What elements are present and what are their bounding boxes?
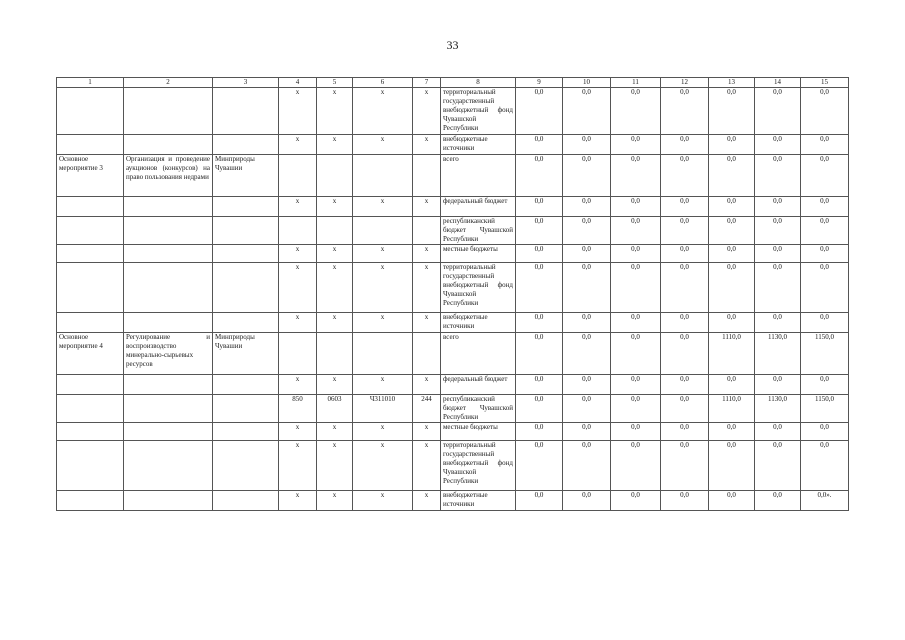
year-cell: 1150,0: [801, 395, 849, 423]
year-cell: 0,0: [611, 395, 661, 423]
csr-cell: Ч311010: [353, 395, 413, 423]
year-cell: 0,0: [516, 245, 563, 263]
year-cell: 0,0: [563, 333, 611, 375]
vr-cell: х: [413, 491, 441, 511]
year-cell: 0,0: [563, 155, 611, 197]
year-cell: 0,0: [755, 441, 801, 491]
year-cell: 0,0: [661, 245, 709, 263]
year-cell: 0,0: [755, 155, 801, 197]
year-cell: 0,0: [563, 197, 611, 217]
year-cell: 1110,0: [709, 333, 755, 375]
csr-cell: х: [353, 88, 413, 135]
vr-cell: [413, 333, 441, 375]
year-cell: 0,0: [611, 88, 661, 135]
csr-cell: х: [353, 441, 413, 491]
vr-cell: х: [413, 313, 441, 333]
year-cell: 0,0: [661, 155, 709, 197]
rz-pr-cell: х: [317, 491, 353, 511]
rz-pr-cell: х: [317, 263, 353, 313]
table-row: [57, 313, 849, 333]
vr-cell: [413, 217, 441, 245]
name-cell: Регулирование и воспроизводство минерально-сырьевых ресурсов: [124, 333, 213, 375]
funding-source-cell: республиканский бюджет Чувашской Республики: [441, 217, 516, 245]
executor-cell: [213, 395, 279, 423]
grbs-cell: х: [279, 423, 317, 441]
executor-cell: [213, 217, 279, 245]
rz-pr-cell: х: [317, 375, 353, 395]
year-cell: 0,0: [516, 197, 563, 217]
vr-cell: х: [413, 375, 441, 395]
header-cell: 6: [353, 78, 413, 88]
name-cell: [124, 491, 213, 511]
vr-cell: х: [413, 197, 441, 217]
rz-pr-cell: х: [317, 313, 353, 333]
program-cell: [57, 135, 124, 155]
rz-pr-cell: х: [317, 135, 353, 155]
year-cell: 0,0: [661, 423, 709, 441]
year-cell: 0,0: [563, 423, 611, 441]
grbs-cell: х: [279, 245, 317, 263]
header-cell: 8: [441, 78, 516, 88]
name-cell: [124, 135, 213, 155]
year-cell: 0,0: [661, 197, 709, 217]
executor-cell: [213, 263, 279, 313]
program-cell: [57, 423, 124, 441]
year-cell: 0,0: [611, 491, 661, 511]
year-cell: 0,0: [563, 135, 611, 155]
year-cell: 0,0: [611, 333, 661, 375]
header-cell: 7: [413, 78, 441, 88]
grbs-cell: х: [279, 491, 317, 511]
year-cell: 0,0: [661, 217, 709, 245]
name-cell: [124, 263, 213, 313]
program-cell: Основное мероприятие 4: [57, 333, 124, 375]
executor-cell: [213, 88, 279, 135]
csr-cell: [353, 155, 413, 197]
year-cell: 0,0: [709, 88, 755, 135]
grbs-cell: 850: [279, 395, 317, 423]
year-cell: 0,0: [709, 423, 755, 441]
year-cell: 1130,0: [755, 395, 801, 423]
header-cell: 9: [516, 78, 563, 88]
name-cell: [124, 217, 213, 245]
csr-cell: х: [353, 245, 413, 263]
table-row: [57, 197, 849, 217]
table-row: [57, 88, 849, 135]
year-cell: 0,0: [755, 217, 801, 245]
header-cell: 2: [124, 78, 213, 88]
year-cell: 0,0: [611, 245, 661, 263]
funding-source-cell: республиканский бюджет Чувашской Республики: [441, 395, 516, 423]
grbs-cell: х: [279, 441, 317, 491]
csr-cell: х: [353, 423, 413, 441]
year-cell: 0,0: [611, 197, 661, 217]
header-cell: 11: [611, 78, 661, 88]
year-cell: 0,0: [661, 313, 709, 333]
program-cell: [57, 217, 124, 245]
budget-table: [56, 77, 849, 511]
year-cell: 0,0: [516, 217, 563, 245]
table-row: [57, 263, 849, 313]
year-cell: 0,0: [801, 423, 849, 441]
year-cell: 0,0: [755, 245, 801, 263]
header-cell: 12: [661, 78, 709, 88]
funding-source-cell: территориальный государственный внебюджетный фонд Чувашской Республики: [441, 441, 516, 491]
header-cell: 1: [57, 78, 124, 88]
header-cell: 15: [801, 78, 849, 88]
year-cell: 0,0: [516, 313, 563, 333]
year-cell: 0,0: [661, 441, 709, 491]
header-cell: 14: [755, 78, 801, 88]
year-cell: 0,0: [516, 333, 563, 375]
program-cell: [57, 441, 124, 491]
name-cell: [124, 441, 213, 491]
grbs-cell: х: [279, 313, 317, 333]
year-cell: 0,0: [755, 423, 801, 441]
executor-cell: [213, 375, 279, 395]
executor-cell: [213, 491, 279, 511]
year-cell: 0,0: [755, 135, 801, 155]
table-row: [57, 217, 849, 245]
grbs-cell: [279, 217, 317, 245]
year-cell: 1150,0: [801, 333, 849, 375]
header-cell: 13: [709, 78, 755, 88]
executor-cell: Минприроды Чувашии: [213, 333, 279, 375]
executor-cell: [213, 313, 279, 333]
year-cell: 0,0: [661, 491, 709, 511]
year-cell: 0,0: [801, 88, 849, 135]
year-cell: 0,0: [611, 135, 661, 155]
year-cell: 1130,0: [755, 333, 801, 375]
executor-cell: [213, 245, 279, 263]
rz-pr-cell: х: [317, 423, 353, 441]
year-cell: 0,0: [516, 375, 563, 395]
year-cell: 0,0: [661, 333, 709, 375]
year-cell: 0,0: [611, 423, 661, 441]
csr-cell: [353, 333, 413, 375]
program-cell: [57, 395, 124, 423]
program-cell: [57, 197, 124, 217]
year-cell: 0,0: [709, 245, 755, 263]
year-cell: 0,0: [755, 313, 801, 333]
rz-pr-cell: [317, 217, 353, 245]
funding-source-cell: территориальный государственный внебюджетный фонд Чувашской Республики: [441, 263, 516, 313]
funding-source-cell: федеральный бюджет: [441, 375, 516, 395]
program-cell: [57, 88, 124, 135]
year-cell: 0,0: [709, 491, 755, 511]
year-cell: 0,0: [563, 217, 611, 245]
header-cell: 10: [563, 78, 611, 88]
grbs-cell: х: [279, 375, 317, 395]
table-row: [57, 375, 849, 395]
table-row: [57, 155, 849, 197]
funding-source-cell: территориальный государственный внебюджетный фонд Чувашской Республики: [441, 88, 516, 135]
rz-pr-cell: х: [317, 245, 353, 263]
funding-source-cell: всего: [441, 333, 516, 375]
name-cell: [124, 197, 213, 217]
year-cell: 0,0: [563, 88, 611, 135]
year-cell: 0,0: [516, 491, 563, 511]
funding-source-cell: всего: [441, 155, 516, 197]
vr-cell: х: [413, 263, 441, 313]
year-cell: 0,0: [516, 135, 563, 155]
table-row: [57, 333, 849, 375]
table-body: [57, 78, 849, 511]
program-cell: [57, 375, 124, 395]
year-cell: 0,0: [516, 395, 563, 423]
rz-pr-cell: х: [317, 441, 353, 491]
year-cell: 0,0: [563, 441, 611, 491]
year-cell: 0,0: [801, 441, 849, 491]
program-cell: [57, 313, 124, 333]
year-cell: 0,0: [709, 197, 755, 217]
year-cell: 0,0: [563, 491, 611, 511]
year-cell: 0,0: [709, 155, 755, 197]
funding-source-cell: федеральный бюджет: [441, 197, 516, 217]
year-cell: 0,0: [611, 155, 661, 197]
year-cell: 0,0».: [801, 491, 849, 511]
year-cell: 0,0: [611, 263, 661, 313]
page-number: 33: [446, 38, 459, 52]
rz-pr-cell: [317, 333, 353, 375]
vr-cell: х: [413, 441, 441, 491]
table-row: [57, 395, 849, 423]
funding-source-cell: местные бюджеты: [441, 423, 516, 441]
vr-cell: х: [413, 88, 441, 135]
year-cell: 0,0: [801, 135, 849, 155]
table-row: [57, 135, 849, 155]
year-cell: 0,0: [709, 217, 755, 245]
year-cell: 0,0: [563, 263, 611, 313]
year-cell: 0,0: [516, 441, 563, 491]
funding-source-cell: внебюджетные источники: [441, 491, 516, 511]
year-cell: 0,0: [563, 375, 611, 395]
table-row: [57, 423, 849, 441]
year-cell: 0,0: [611, 217, 661, 245]
rz-pr-cell: х: [317, 88, 353, 135]
grbs-cell: [279, 333, 317, 375]
vr-cell: х: [413, 135, 441, 155]
year-cell: 0,0: [709, 313, 755, 333]
year-cell: 0,0: [755, 263, 801, 313]
funding-source-cell: местные бюджеты: [441, 245, 516, 263]
year-cell: 0,0: [611, 313, 661, 333]
year-cell: 0,0: [801, 217, 849, 245]
year-cell: 0,0: [755, 375, 801, 395]
csr-cell: х: [353, 375, 413, 395]
funding-source-cell: внебюджетные источники: [441, 135, 516, 155]
table-header-row: [57, 78, 849, 88]
vr-cell: [413, 155, 441, 197]
csr-cell: х: [353, 197, 413, 217]
header-cell: 4: [279, 78, 317, 88]
program-cell: [57, 245, 124, 263]
year-cell: 0,0: [516, 88, 563, 135]
vr-cell: 244: [413, 395, 441, 423]
year-cell: 0,0: [661, 395, 709, 423]
year-cell: 0,0: [516, 155, 563, 197]
year-cell: 0,0: [755, 197, 801, 217]
year-cell: 0,0: [516, 423, 563, 441]
year-cell: 0,0: [801, 155, 849, 197]
name-cell: [124, 395, 213, 423]
year-cell: 0,0: [661, 263, 709, 313]
year-cell: 0,0: [661, 88, 709, 135]
grbs-cell: х: [279, 88, 317, 135]
year-cell: 0,0: [755, 491, 801, 511]
program-cell: [57, 263, 124, 313]
year-cell: 0,0: [611, 375, 661, 395]
rz-pr-cell: 0603: [317, 395, 353, 423]
year-cell: 0,0: [661, 375, 709, 395]
year-cell: 0,0: [661, 135, 709, 155]
year-cell: 1110,0: [709, 395, 755, 423]
year-cell: 0,0: [563, 395, 611, 423]
rz-pr-cell: х: [317, 197, 353, 217]
csr-cell: х: [353, 135, 413, 155]
csr-cell: х: [353, 263, 413, 313]
name-cell: [124, 88, 213, 135]
executor-cell: [213, 441, 279, 491]
year-cell: 0,0: [801, 245, 849, 263]
year-cell: 0,0: [563, 313, 611, 333]
table-row: [57, 441, 849, 491]
grbs-cell: х: [279, 135, 317, 155]
program-cell: Основное мероприятие 3: [57, 155, 124, 197]
year-cell: 0,0: [709, 441, 755, 491]
header-cell: 3: [213, 78, 279, 88]
vr-cell: х: [413, 423, 441, 441]
name-cell: [124, 375, 213, 395]
executor-cell: [213, 135, 279, 155]
funding-source-cell: внебюджетные источники: [441, 313, 516, 333]
csr-cell: х: [353, 491, 413, 511]
executor-cell: [213, 197, 279, 217]
year-cell: 0,0: [709, 375, 755, 395]
rz-pr-cell: [317, 155, 353, 197]
name-cell: [124, 245, 213, 263]
csr-cell: [353, 217, 413, 245]
csr-cell: х: [353, 313, 413, 333]
year-cell: 0,0: [709, 135, 755, 155]
table-row: [57, 245, 849, 263]
year-cell: 0,0: [801, 197, 849, 217]
year-cell: 0,0: [611, 441, 661, 491]
executor-cell: [213, 423, 279, 441]
name-cell: [124, 423, 213, 441]
grbs-cell: х: [279, 197, 317, 217]
name-cell: [124, 313, 213, 333]
vr-cell: х: [413, 245, 441, 263]
year-cell: 0,0: [801, 375, 849, 395]
executor-cell: Минприроды Чувашии: [213, 155, 279, 197]
year-cell: 0,0: [709, 263, 755, 313]
name-cell: Организация и проведение аукционов (конкурсов) на право пользования недрами: [124, 155, 213, 197]
program-cell: [57, 491, 124, 511]
header-cell: 5: [317, 78, 353, 88]
grbs-cell: х: [279, 263, 317, 313]
year-cell: 0,0: [801, 263, 849, 313]
year-cell: 0,0: [801, 313, 849, 333]
year-cell: 0,0: [516, 263, 563, 313]
table-row: [57, 491, 849, 511]
grbs-cell: [279, 155, 317, 197]
year-cell: 0,0: [563, 245, 611, 263]
year-cell: 0,0: [755, 88, 801, 135]
